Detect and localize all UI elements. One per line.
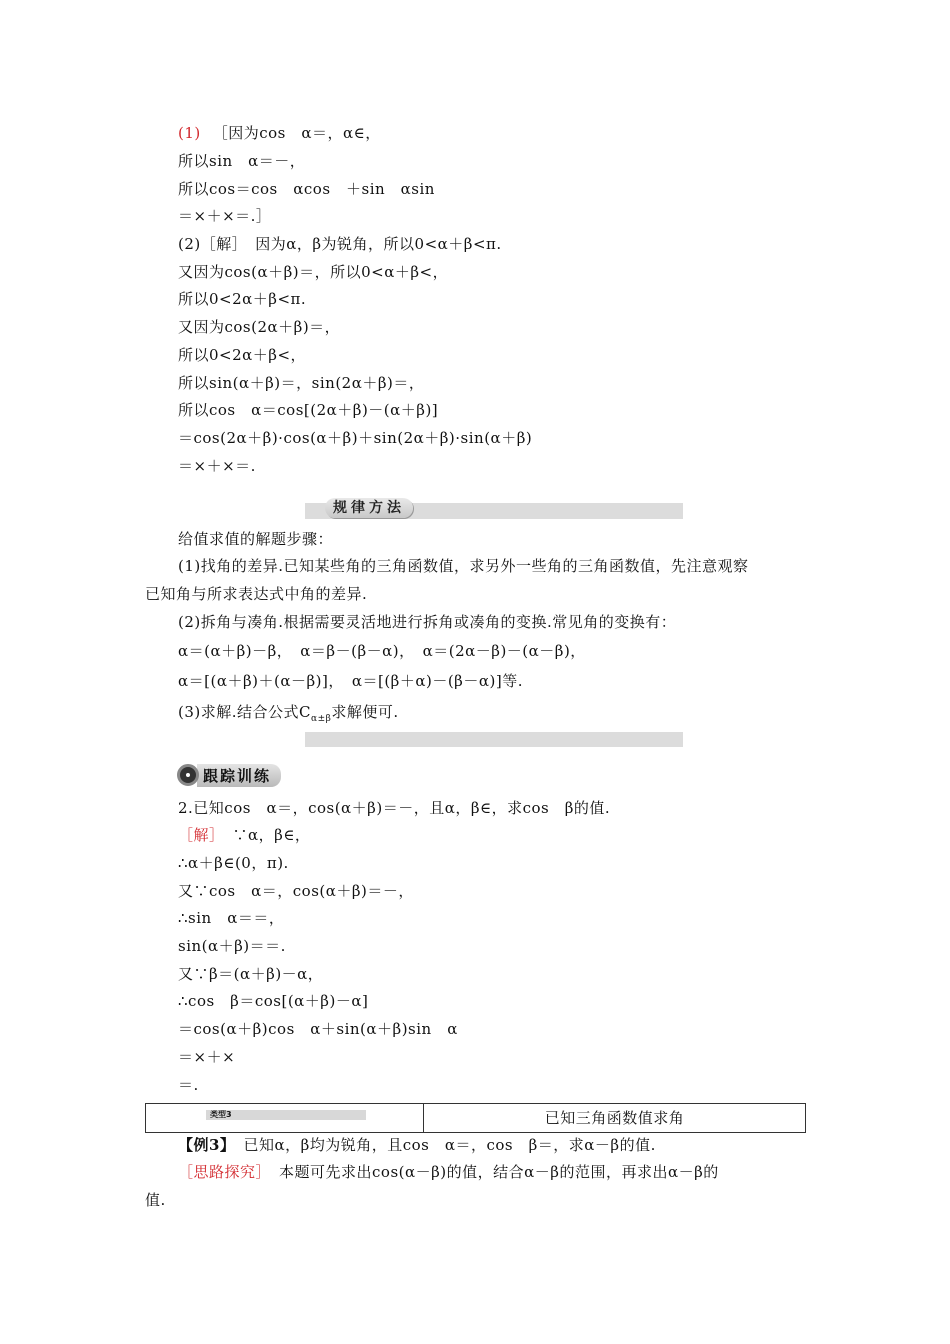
practice-answer-line: ∴cos β＝cos[(α＋β)－α]: [178, 992, 369, 1010]
solution-line: ＝×＋×＝.］: [178, 207, 272, 225]
hint-text: 本题可先求出cos(α－β)的值，结合α－β的范围，再求出α－β的: [263, 1163, 719, 1181]
solution-line: 又因为cos(2α＋β)＝，: [178, 318, 341, 336]
practice-answer-line: ＝.: [178, 1076, 199, 1094]
hint-line: [178, 1162, 719, 1182]
example-label: 【例3】: [178, 1136, 228, 1154]
solution-line: ＝×＋×＝.: [178, 457, 256, 475]
practice-answer-line: ＝×＋×: [178, 1048, 236, 1066]
method-intro: 给值求值的解题步骤：: [178, 530, 334, 548]
target-icon: [177, 764, 199, 786]
example-line: [178, 1135, 656, 1155]
method-step: (2)拆角与凑角.根据需要灵活地进行拆角或凑角的变换.常见角的变换有：: [178, 613, 677, 631]
practice-answer-line: ∴sin α＝＝，: [178, 909, 285, 927]
solution-text: ［因为cos α＝，α∈，: [212, 124, 381, 142]
solution-line: 所以0<2α＋β<π.: [178, 290, 307, 308]
practice-answer-line: 又∵cos α＝，cos(α＋β)＝－，: [178, 882, 414, 900]
practice-badge-label: 跟踪训练: [197, 764, 281, 787]
solution-line: 又因为cos(α＋β)＝，所以0<α＋β<，: [178, 263, 449, 281]
solution-line: [178, 123, 381, 143]
example-text: 已知α，β均为锐角，且cos α＝，cos β＝，求α－β的值.: [227, 1136, 656, 1154]
solution-line: 所以0<2α＋β<，: [178, 346, 307, 364]
solution-line: 所以cos＝cos αcos ＋sin αsin: [178, 180, 435, 198]
solution-line: 所以cos α＝cos[(2α＋β)－(α＋β)]: [178, 401, 439, 419]
method-step-text: (3)求解.结合公式C: [178, 703, 311, 721]
method-banner: [305, 500, 683, 519]
method-banner-label: 规律方法: [325, 498, 413, 518]
hint-line-cont: 值.: [145, 1191, 166, 1209]
method-step-text: 求解便可.: [331, 703, 399, 721]
solution-tag: ［解］: [178, 826, 218, 844]
method-step-cont: 已知角与所求表达式中角的差异.: [145, 585, 368, 603]
practice-answer-line: 又∵β＝(α＋β)－α，: [178, 965, 324, 983]
type-tag-cell: [146, 1104, 424, 1132]
method-step: (1)找角的差异.已知某些角的三角函数值，求另外一些角的三角函数值，先注意观察: [178, 557, 749, 575]
practice-answer-line: ∴α＋β∈(0，π).: [178, 854, 289, 872]
solution-line: (2)［解］ 因为α，β为锐角，所以0<α＋β<π.: [178, 235, 502, 253]
type-tag: 类型3: [206, 1110, 366, 1120]
practice-answer-line: sin(α＋β)＝＝.: [178, 937, 286, 955]
divider-bar: [305, 732, 683, 747]
method-formula: α＝[(α＋β)＋(α－β)]， α＝[(β＋α)－(β－α)]等.: [178, 672, 523, 690]
type-header-table: [145, 1103, 806, 1133]
solution-line: ＝cos(2α＋β)·cos(α＋β)＋sin(2α＋β)·sin(α＋β): [178, 429, 533, 447]
solution-line: 所以sin α＝－，: [178, 152, 306, 170]
practice-answer-line: ＝cos(α＋β)cos α＋sin(α＋β)sin α: [178, 1020, 458, 1038]
practice-question: 2.已知cos α＝，cos(α＋β)＝－，且α，β∈，求cos β的值.: [178, 799, 611, 817]
answer-text: ∵α，β∈，: [217, 826, 311, 844]
hint-tag: ［思路探究］: [178, 1163, 264, 1181]
type-title: 已知三角函数值求角: [544, 1109, 685, 1127]
solution-line: 所以sin(α＋β)＝，sin(2α＋β)＝，: [178, 374, 425, 392]
part-number: (1): [178, 124, 201, 142]
method-formula: α＝(α＋β)－β， α＝β－(β－α)， α＝(2α－β)－(α－β)，: [178, 642, 586, 660]
practice-answer-line: [178, 825, 310, 845]
practice-badge: [177, 764, 281, 786]
formula-subscript: α±β: [311, 714, 332, 724]
method-step: [178, 702, 399, 729]
